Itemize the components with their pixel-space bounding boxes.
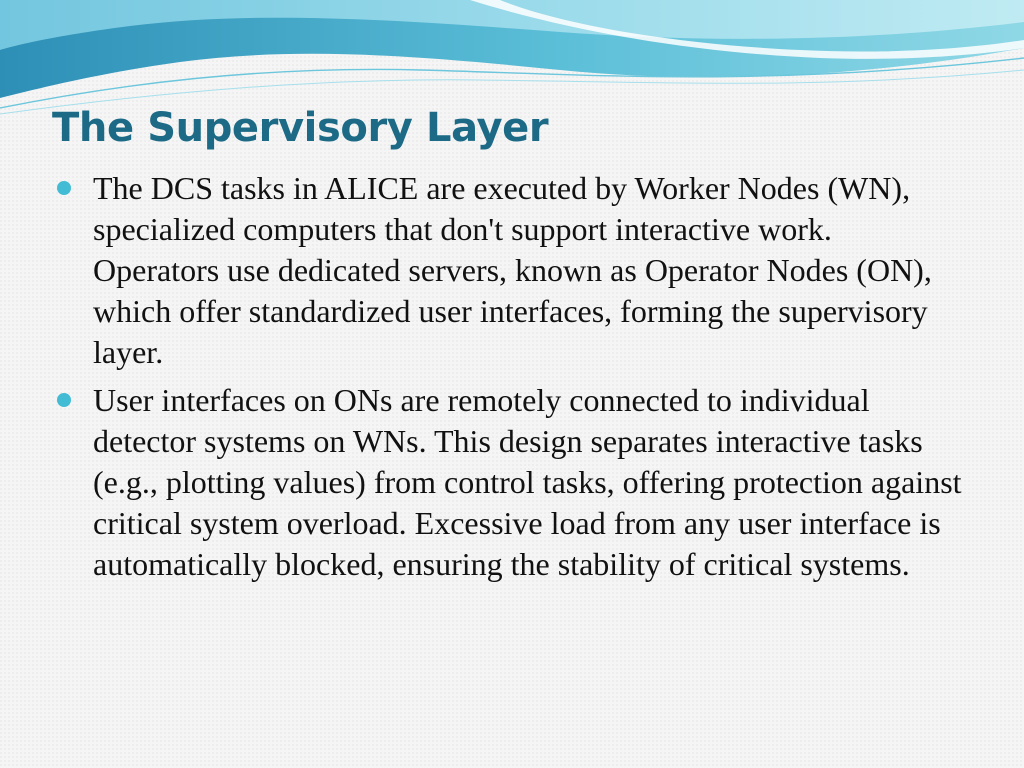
wave-band-light <box>0 0 1024 50</box>
wave-band-dark <box>0 0 1024 98</box>
bullet-dot-icon <box>57 181 71 195</box>
slide-title: The Supervisory Layer <box>52 105 549 151</box>
bullet-item <box>57 380 962 585</box>
wave-highlight <box>470 0 1024 59</box>
bullet-text: User interfaces on ONs are remotely connected to individual detector systems on WNs. This design separates interactive tasks (e.g., plotting values) from control tasks, offering protection against critical system overload. Excessive load from any user interface is automatically blocked, ensuring the stability of critical systems. <box>93 382 962 582</box>
bullet-item <box>57 168 962 373</box>
bullet-text: The DCS tasks in ALICE are executed by Worker Nodes (WN), specialized computers that don't support interactive work. Operators use dedicated servers, known as Operator Nodes (ON), which offer standardized user interfaces, forming the supervisory layer. <box>93 170 932 370</box>
bullet-list <box>57 168 962 592</box>
bullet-dot-icon <box>57 393 71 407</box>
